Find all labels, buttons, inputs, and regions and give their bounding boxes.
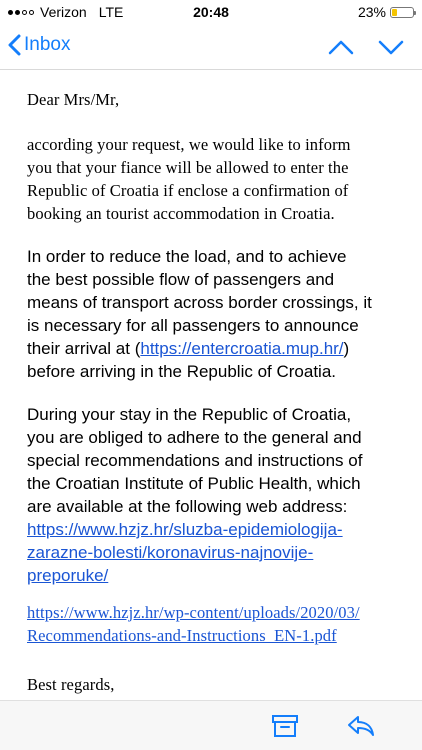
battery-icon <box>390 7 414 18</box>
previous-message-button[interactable] <box>328 38 354 56</box>
status-right <box>358 4 414 20</box>
status-time: 20:48 <box>193 4 229 20</box>
battery-percent: 23% <box>357 4 386 20</box>
network-type: LTE <box>98 4 124 20</box>
status-bar <box>0 0 422 26</box>
nav-bar <box>0 26 422 70</box>
back-button-label: Inbox <box>24 34 71 55</box>
bottom-toolbar <box>0 700 422 750</box>
entercroatia-link[interactable]: https://entercroatia.mup.hr/ <box>140 339 344 358</box>
paragraph-2-text-end: ) before arriving in the Republic of Croatia. <box>27 339 350 381</box>
email-paragraph-2 <box>27 245 397 383</box>
email-paragraph-1: according your request, we would like to inform you that your fiance will be allowed to enter the Republic of Croatia if enclose a confirmation of booking an tourist accommodation in Croatia. <box>27 135 351 223</box>
battery-fill <box>392 9 397 16</box>
archive-icon[interactable] <box>270 713 300 739</box>
email-closing: Best regards, <box>27 675 115 694</box>
hzjz-pdf-link[interactable]: https://www.hzjz.hr/wp-content/uploads/2020/03/ Recommendations-and-Instructions_EN-1.pdf <box>27 603 360 645</box>
reply-icon[interactable] <box>346 713 376 739</box>
email-body <box>27 70 397 700</box>
email-paragraph-3 <box>27 403 397 587</box>
hzjz-recommendations-link[interactable]: https://www.hzjz.hr/sluzba-epidemiologija- zarazne-bolesti/koronavirus-najnovije- preporuke/ <box>27 520 343 585</box>
email-paragraph-4 <box>27 601 397 647</box>
paragraph-2-text-start: In order to reduce the load, and to achieve the best possible flow of passengers and means of transport across border crossings, it is necessary for all passengers to announce their arrival at ( <box>27 247 372 358</box>
chevron-left-icon <box>8 34 21 56</box>
message-navigation <box>328 38 404 56</box>
next-message-button[interactable] <box>378 38 404 56</box>
carrier-name: Verizon <box>40 4 87 20</box>
back-button[interactable] <box>8 34 70 56</box>
paragraph-3-text: During your stay in the Republic of Croatia, you are obliged to adhere to the general and special recommendations and instructions of the Croatian Institute of Public Health, which are available at the following web address: <box>27 405 363 516</box>
email-greeting: Dear Mrs/Mr, <box>27 90 120 109</box>
